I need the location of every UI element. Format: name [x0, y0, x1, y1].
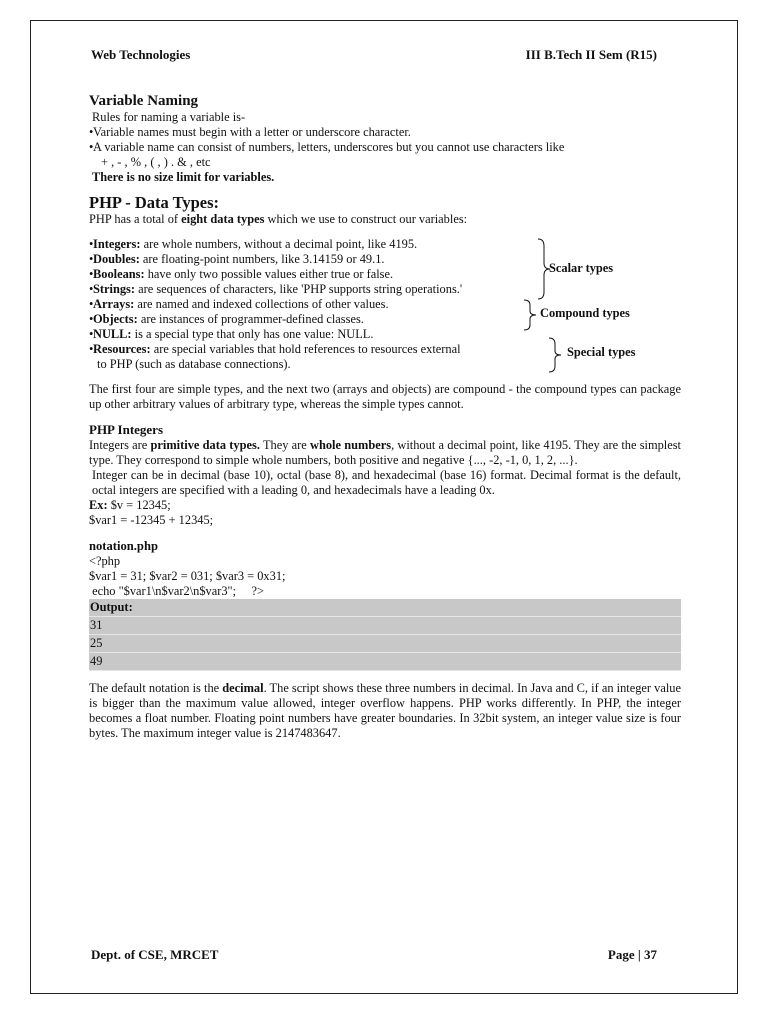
- compound-brace-icon: [523, 299, 537, 331]
- php-integers-heading: PHP Integers: [89, 422, 164, 437]
- size-limit-note: There is no size limit for variables.: [92, 170, 275, 184]
- output-line: 31: [89, 617, 681, 635]
- data-types-heading: PHP - Data Types:: [89, 193, 220, 212]
- type-item: • Integers: are whole numbers, without a decimal point, like 4195.: [89, 237, 681, 252]
- code-line: <?php: [89, 554, 121, 568]
- data-types-list: [89, 237, 681, 372]
- type-item: • Arrays: are named and indexed collections of other values.: [89, 297, 681, 312]
- type-item: • Resources: are special variables that hold references to resources external: [89, 342, 681, 357]
- example-line-2: $var1 = -12345 + 12345;: [89, 513, 214, 527]
- scalar-types-label: Scalar types: [549, 261, 614, 275]
- variable-naming-intro: Rules for naming a variable is-: [92, 110, 246, 124]
- integer-formats-paragraph: Integer can be in decimal (base 10), octal (base 8), and hexadecimal (base 16) format. Decimal format is the default, octal integers are specified with a leading 0, and hexadecimals have a leading 0x.: [92, 468, 681, 497]
- data-types-intro: PHP has a total of eight data types which we use to construct our variables:: [89, 212, 468, 226]
- type-item: • Booleans: have only two possible values either true or false.: [89, 267, 681, 282]
- compound-types-label: Compound types: [540, 306, 630, 320]
- rule-text: Variable names must begin with a letter or underscore character.: [93, 125, 411, 139]
- page-content: [89, 92, 681, 741]
- output-line: 25: [89, 635, 681, 653]
- resources-continuation: to PHP (such as database connections).: [97, 357, 291, 371]
- header-course: Web Technologies: [91, 47, 191, 62]
- special-types-label: Special types: [567, 345, 636, 359]
- rule-item: [89, 125, 681, 140]
- rule-text: A variable name can consist of numbers, letters, underscores but you cannot use characters like: [93, 140, 565, 154]
- page-footer: [91, 947, 657, 963]
- output-line: 49: [89, 653, 681, 671]
- code-line: echo "$var1\n$var2\n$var3"; ?>: [89, 584, 265, 598]
- rule-item: [89, 140, 681, 155]
- closing-paragraph: The default notation is the decimal. The script shows these three numbers in decimal. In Java and C, if an integer value is bigger than the maximum value allowed, integer overflow happens. PHP works differently. In PHP, the integer becomes a float number. Floating point numbers have greater boundaries. In 32bit system, an integer value size is four bytes. The maximum integer value is 2147483647.: [89, 681, 681, 740]
- example-line: Ex: $v = 12345;: [89, 498, 171, 512]
- type-item: • Objects: are instances of programmer-defined classes.: [89, 312, 681, 327]
- type-item: • NULL: is a special type that only has one value: NULL.: [89, 327, 681, 342]
- data-types-summary: The first four are simple types, and the next two (arrays and objects) are compound - the compound types can package up other arbitrary values of arbitrary type, whereas the simple types cannot.: [89, 382, 681, 411]
- code-line: $var1 = 31; $var2 = 031; $var3 = 0x31;: [89, 569, 286, 583]
- footer-department: Dept. of CSE, MRCET: [91, 947, 219, 962]
- page-header: [91, 47, 657, 63]
- output-box: [89, 599, 681, 671]
- header-semester: III B.Tech II Sem (R15): [525, 47, 657, 62]
- page-number: Page | 37: [607, 947, 657, 962]
- output-label: Output:: [90, 600, 133, 614]
- integers-paragraph: Integers are primitive data types. They are whole numbers, without a decimal point, like 4195. They are the simplest type. They correspond to simple whole numbers, both positive and negative {..., -2, -1, 0, 1, 2, ...}.: [89, 438, 682, 467]
- variable-naming-heading: Variable Naming: [89, 93, 199, 109]
- notation-file-title: notation.php: [89, 539, 158, 553]
- type-item: • Strings: are sequences of characters, like 'PHP supports string operations.': [89, 282, 681, 297]
- type-item: • Doubles: are floating-point numbers, like 3.14159 or 49.1.: [89, 252, 681, 267]
- special-brace-icon: [548, 337, 562, 373]
- rule-continuation: + , - , % , ( , ) . & , etc: [101, 155, 211, 169]
